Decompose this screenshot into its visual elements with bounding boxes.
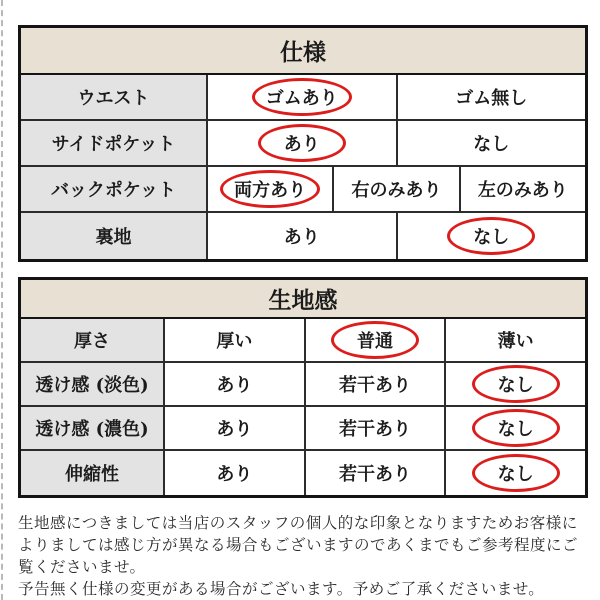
option-cell [306, 319, 447, 361]
table-row [21, 363, 585, 407]
selected-option-circle: ゴムあり [262, 83, 342, 111]
option-cell [165, 319, 306, 361]
table-row [21, 167, 585, 213]
table-row [21, 451, 585, 495]
row-label: 透け感 (濃色) [21, 407, 165, 449]
option-text: 左のみあり [477, 180, 568, 201]
row-label: サイドポケット [21, 121, 208, 165]
option-text: あり [216, 375, 253, 396]
specification-table-rows [21, 75, 585, 259]
selected-option-circle: なし [469, 222, 513, 250]
table-row [21, 407, 585, 451]
selected-option-circle: 両方あり [230, 175, 310, 203]
option-text: 厚い [216, 331, 253, 352]
option-cell [208, 213, 398, 259]
row-label: 厚さ [21, 319, 165, 361]
option-text: ゴム無し [455, 88, 528, 109]
selected-option-circle: なし [494, 370, 538, 398]
option-cell [334, 167, 460, 211]
option-cell [208, 167, 334, 211]
selected-option-circle: なし [494, 414, 538, 442]
fabric-feel-table [18, 277, 588, 498]
option-cell [446, 451, 585, 495]
fabric-feel-table-rows [21, 319, 585, 495]
option-text: 薄い [497, 331, 534, 352]
option-cell [446, 407, 585, 449]
option-text: 若干あり [339, 419, 411, 440]
option-text: なし [473, 134, 510, 155]
fabric-disclaimer-text: 生地感につきましては当店のスタッフの個人的な印象となりますためお客様によりましては感じ方が異なる場合もございますのであくまでもご参考程度にご覧くださいませ。 [18, 514, 579, 576]
option-cell [398, 213, 586, 259]
row-label: 透け感 (淡色) [21, 363, 165, 405]
option-cell [398, 121, 586, 165]
selected-option-circle: あり [280, 129, 324, 157]
table-row [21, 121, 585, 167]
selected-option-circle: なし [494, 459, 538, 487]
specification-table [18, 25, 588, 262]
option-cell [208, 75, 398, 119]
option-text: 右のみあり [351, 180, 442, 201]
option-cell [165, 363, 306, 405]
row-label: 裏地 [21, 213, 208, 259]
table-row [21, 319, 585, 363]
option-text: 若干あり [339, 464, 411, 485]
selected-option-circle: 普通 [353, 326, 397, 354]
fabric-feel-table-title: 生地感 [21, 280, 585, 319]
option-cell [306, 407, 447, 449]
option-text: 若干あり [339, 375, 411, 396]
option-text: あり [216, 419, 253, 440]
table-row [21, 75, 585, 121]
option-text: あり [216, 464, 253, 485]
table-row [21, 213, 585, 259]
option-cell [306, 451, 447, 495]
option-cell [165, 451, 306, 495]
disclaimer-notes [18, 512, 592, 600]
option-cell [306, 363, 447, 405]
row-label: ウエスト [21, 75, 208, 119]
option-cell [446, 363, 585, 405]
option-text: あり [283, 227, 320, 248]
row-label: バックポケット [21, 167, 208, 211]
option-cell [208, 121, 398, 165]
option-cell [446, 319, 585, 361]
row-label: 伸縮性 [21, 451, 165, 495]
option-cell [398, 75, 586, 119]
specification-table-title: 仕様 [21, 28, 585, 75]
option-cell [165, 407, 306, 449]
dashed-cut-line [1, 0, 3, 600]
spec-disclaimer-text: 予告無く仕様の変更がある場合がございます。予めご了承くださいませ。 [18, 580, 545, 598]
option-cell [461, 167, 585, 211]
